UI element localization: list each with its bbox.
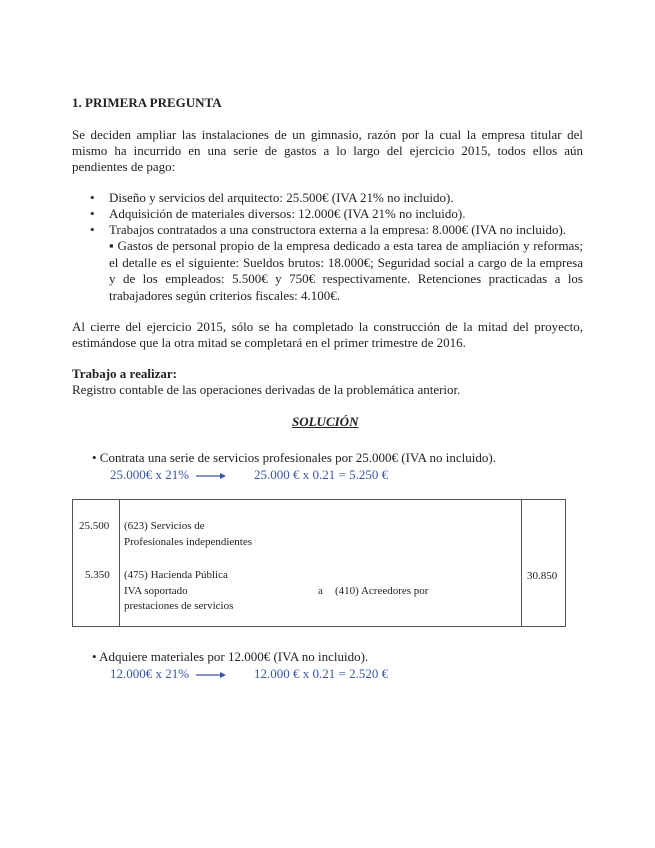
solution-item-2: • Adquiere materiales por 12.000€ (IVA no incluido).	[92, 649, 369, 664]
task-text: Registro contable de las operaciones derivadas de la problemática anterior.	[72, 382, 461, 397]
debit-account: IVA soportado	[124, 585, 188, 597]
journal-entry-table	[72, 499, 566, 627]
sub-bullet-paragraph	[109, 238, 583, 304]
debit-account: prestaciones de servicios	[124, 600, 234, 612]
section-title: 1. PRIMERA PREGUNTA	[72, 95, 222, 110]
sub-bullet-line: trabajadores según criterios fiscales: 4.100€.	[109, 287, 341, 303]
bullet-item: Diseño y servicios del arquitecto: 25.500€ (IVA 21% no incluido).	[109, 190, 454, 205]
debit-account: (623) Servicios de	[124, 520, 205, 532]
column-divider	[119, 500, 120, 626]
task-title: Trabajo a realizar:	[72, 366, 177, 381]
credit-amount: 30.850	[527, 570, 558, 582]
bullet-item: Adquisición de materiales diversos: 12.000€ (IVA 21% no incluido).	[109, 206, 466, 221]
credit-account: (410) Acreedores por	[335, 585, 429, 597]
closing-paragraph	[72, 319, 583, 351]
debit-account: Profesionales independientes	[124, 536, 252, 548]
closing-line: Al cierre del ejercicio 2015, sólo se ha completado la construcción de la mitad del proyecto,	[72, 319, 583, 334]
calc-result-1: 25.000 € x 0.21 = 5.250 €	[254, 467, 389, 482]
solution-item-1: • Contrata una serie de servicios profesionales por 25.000€ (IVA no incluido).	[92, 450, 496, 465]
calc-row-2	[110, 666, 230, 682]
intro-line: Se deciden ampliar las instalaciones de un gimnasio, razón por la cual la empresa titular del	[72, 127, 583, 142]
sub-bullet-line: ▪ Gastos de personal propio de la empresa dedicado a esta tarea de ampliación y reformas;	[109, 238, 583, 253]
debit-amount: 25.500	[79, 520, 110, 532]
arrow-right-icon	[196, 472, 226, 480]
calc-row-1	[110, 467, 230, 483]
bullet-item: Trabajos contratados a una constructora externa a la empresa: 8.000€ (IVA no incluido).	[109, 222, 567, 237]
calc-left: 25.000€ x 21%	[110, 467, 190, 482]
calc-left: 12.000€ x 21%	[110, 666, 190, 681]
bullet-marker: •	[90, 190, 95, 205]
sub-bullet-line: el detalle es el siguiente: Sueldos brutos: 18.000€; Seguridad social a cargo de la empresa	[109, 254, 583, 270]
intro-line: pendientes de pago:	[72, 159, 176, 174]
arrow-right-icon	[196, 671, 226, 679]
intro-paragraph	[72, 127, 583, 175]
debit-account: (475) Hacienda Pública	[124, 569, 228, 581]
sub-bullet-line: y de los empleados: 5.500€ y 750€ respectivamente. Retenciones practicadas a los	[109, 271, 583, 286]
solution-title: SOLUCIÓN	[292, 414, 359, 429]
column-divider	[521, 500, 522, 626]
closing-line: estimándose que la otra mitad se completará en el primer trimestre de 2016.	[72, 335, 466, 350]
connector-a: a	[318, 585, 323, 597]
bullet-marker: •	[90, 206, 95, 221]
bullet-marker: •	[90, 222, 95, 237]
debit-amount: 5.350	[85, 569, 110, 581]
intro-line: mismo ha incurrido en una serie de gastos a lo largo del ejercicio 2015, todos ellos aún	[72, 143, 583, 158]
calc-result-2: 12.000 € x 0.21 = 2.520 €	[254, 666, 389, 681]
